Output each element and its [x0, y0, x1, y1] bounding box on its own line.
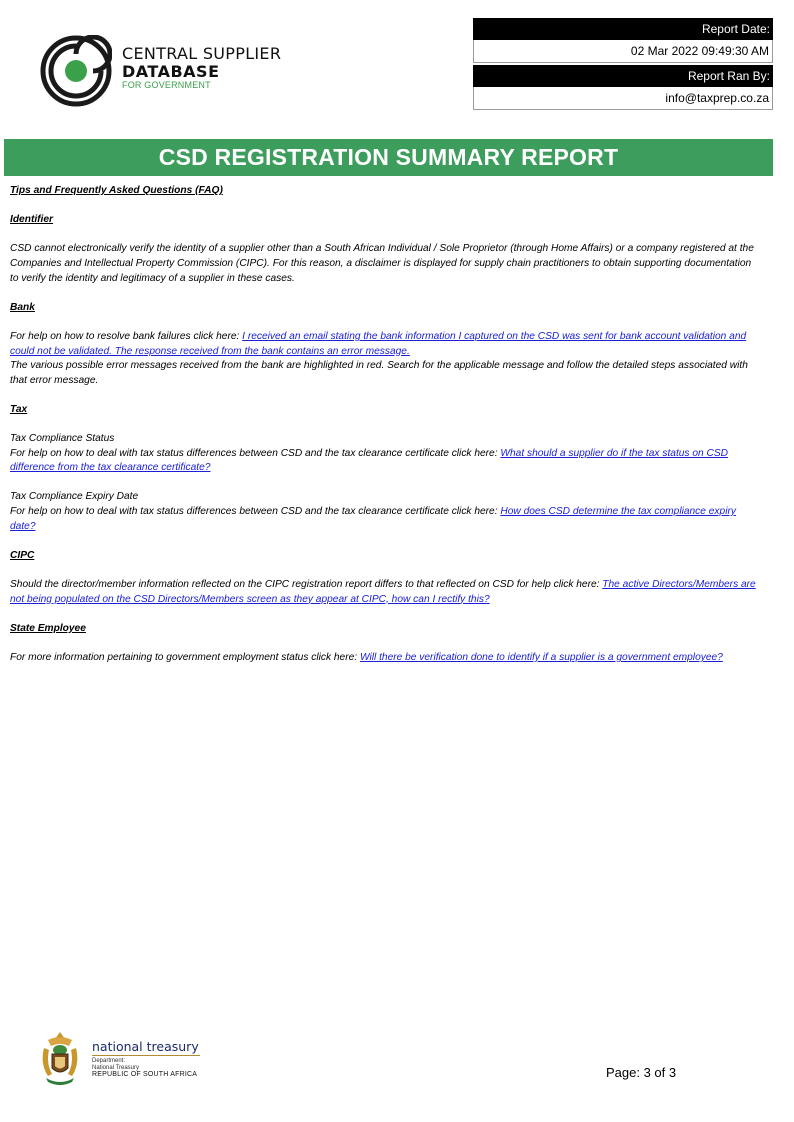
- report-date-label: Report Date:: [473, 18, 773, 40]
- cipc-paragraph: [10, 578, 760, 607]
- report-ran-by-label: Report Ran By:: [473, 65, 773, 87]
- tax-heading: Tax: [10, 403, 28, 415]
- page-number: Page: 3 of 3: [606, 1065, 677, 1080]
- state-employee-heading: State Employee: [10, 622, 86, 634]
- tax-status-intro: For help on how to deal with tax status differences between CSD and the tax clearance certificate click here:: [10, 447, 501, 459]
- tax-expiry-intro: For help on how to deal with tax status differences between CSD and the tax clearance certificate click here:: [10, 506, 501, 518]
- treasury-sub1: Department:: [92, 1058, 126, 1064]
- bank-note: The various possible error messages received from the bank are highlighted in red. Search for the applicable message and follow the detailed steps associated with that error message.: [10, 360, 748, 386]
- cipc-heading: CIPC: [10, 549, 35, 561]
- tax-expiry-title: Tax Compliance Expiry Date: [10, 491, 139, 503]
- treasury-sub2: National Treasury: [92, 1064, 140, 1071]
- tax-status-link[interactable]: What should a supplier do if the tax status on CSD difference from the tax clearance certificate?: [10, 447, 729, 474]
- csd-logo: [40, 35, 300, 107]
- identifier-body: CSD cannot electronically verify the identity of a supplier other than a South African Individual / Sole Proprietor (through Home Affairs) or a company registered at the Companies and Intellectual Property Commission (CIPC). For this reason, a disclaimer is displayed for supply chain practitioners to obtain supporting documentation to verify the identity and legitimacy of a supplier in these cases.: [10, 243, 754, 284]
- report-title-banner: CSD REGISTRATION SUMMARY REPORT: [4, 139, 773, 176]
- bank-help-link[interactable]: I received an email stating the bank information I captured on the CSD was sent for bank account validation and could not be validated. The response received from the bank contains an error message.: [10, 330, 747, 357]
- treasury-name: national treasury: [92, 1039, 199, 1054]
- identifier-heading: Identifier: [10, 214, 54, 226]
- faq-heading: Tips and Frequently Asked Questions (FAQ): [10, 185, 223, 196]
- bank-intro: For help on how to resolve bank failures click here:: [10, 330, 243, 342]
- national-treasury-logo: [38, 1030, 208, 1090]
- treasury-country: REPUBLIC OF SOUTH AFRICA: [92, 1071, 198, 1078]
- tax-status-title: Tax Compliance Status: [10, 433, 115, 445]
- csd-logo-mark-icon: [40, 35, 112, 107]
- report-date-value: 02 Mar 2022 09:49:30 AM: [473, 40, 773, 63]
- bank-heading: Bank: [10, 301, 35, 313]
- report-ran-by-value: info@taxprep.co.za: [473, 87, 773, 110]
- report-meta-box: [473, 18, 773, 110]
- state-employee-link[interactable]: Will there be verification done to identify if a supplier is a government employee?: [359, 652, 723, 663]
- coat-of-arms-icon: [38, 1030, 82, 1088]
- logo-line1: CENTRAL SUPPLIER: [122, 44, 282, 63]
- logo-line3: FOR GOVERNMENT: [122, 80, 211, 90]
- cipc-intro: Should the director/member information reflected on the CIPC registration report differs to that reflected on CSD for help click here:: [10, 579, 603, 591]
- tax-expiry-link[interactable]: How does CSD determine the tax compliance expiry date?: [10, 506, 736, 532]
- cipc-help-link[interactable]: The active Directors/Members are not being populated on the CSD Directors/Members screen as they appear at CIPC, how can I rectify this?: [10, 579, 756, 605]
- state-employee-intro: For more information pertaining to government employment status click here:: [10, 652, 360, 663]
- bank-paragraph: [10, 330, 760, 359]
- logo-line2: DATABASE: [122, 62, 220, 81]
- report-content: [10, 184, 760, 666]
- tax-status-paragraph: [10, 447, 760, 476]
- tax-expiry-paragraph: [10, 505, 760, 534]
- state-employee-paragraph: [10, 651, 760, 666]
